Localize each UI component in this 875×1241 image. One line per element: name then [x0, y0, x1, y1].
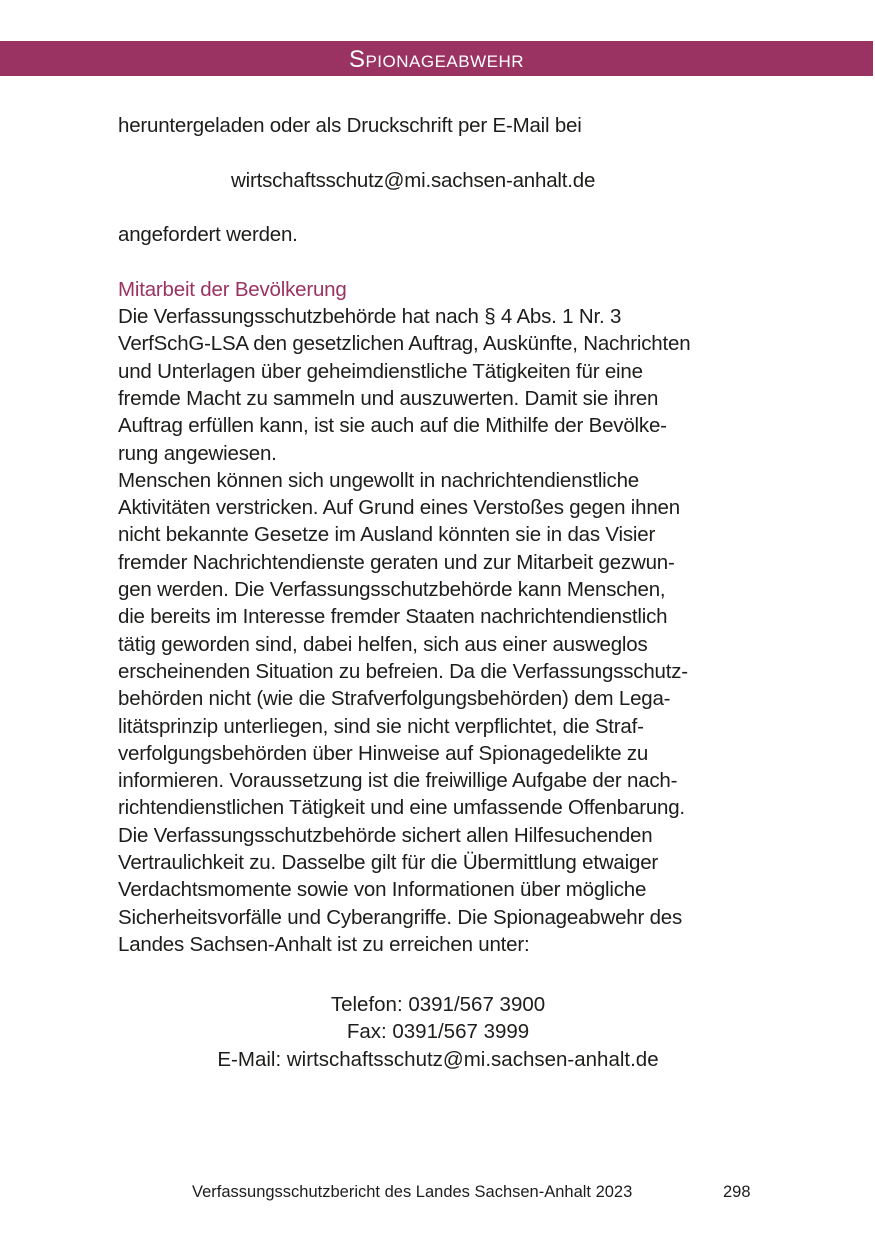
paragraph-line: Auftrag erfüllen kann, ist sie auch auf die Mithilfe der Bevölke-	[118, 414, 667, 438]
page-number: 298	[723, 1183, 751, 1201]
paragraph-line: gen werden. Die Verfassungsschutzbehörde kann Menschen,	[118, 578, 666, 602]
paragraph-line: Landes Sachsen-Anhalt ist zu erreichen unter:	[118, 932, 530, 956]
section-title: Spionageabwehr	[348, 46, 525, 73]
paragraph-line: Die Verfassungsschutzbehörde hat nach § 4 Abs. 1 Nr. 3	[118, 305, 622, 329]
intro-line: heruntergeladen oder als Druckschrift per E-Mail bei	[118, 114, 582, 137]
contact-email-link[interactable]: E-Mail: wirtschaftsschutz@mi.sachsen-anhalt.de	[217, 1047, 659, 1071]
paragraph-line: verfolgungsbehörden über Hinweise auf Spionagedelikte zu	[118, 741, 649, 765]
footer-title: Verfassungsschutzbericht des Landes Sachsen-Anhalt 2023	[192, 1183, 633, 1201]
paragraph-line: erscheinenden Situation zu befreien. Da die Verfassungsschutz-	[118, 659, 688, 683]
paragraph-line: Verdachtsmomente sowie von Informationen über mögliche	[118, 878, 647, 902]
paragraph-line: Vertraulichkeit zu. Dasselbe gilt für die Übermittlung etwaiger	[118, 851, 659, 875]
paragraph-line: fremder Nachrichtendienste geraten und zur Mitarbeit gezwun-	[118, 550, 675, 574]
paragraph-line: fremde Macht zu sammeln und auszuwerten. Damit sie ihren	[118, 386, 659, 410]
paragraph-line: die bereits im Interesse fremder Staaten nachrichtendienstlich	[118, 605, 668, 629]
section-header-bar	[0, 41, 873, 76]
paragraph-line: rung angewiesen.	[118, 441, 277, 465]
paragraph-line: informieren. Voraussetzung ist die freiwillige Aufgabe der nach-	[118, 769, 678, 793]
paragraph-line: litätsprinzip unterliegen, sind sie nicht verpflichtet, die Straf-	[118, 714, 644, 738]
paragraph-line: Die Verfassungsschutzbehörde sichert allen Hilfesuchenden	[118, 823, 653, 847]
intro-line: angefordert werden.	[118, 223, 298, 247]
spacer	[118, 194, 758, 221]
paragraph-line: VerfSchG-LSA den gesetzlichen Auftrag, Auskünfte, Nachrichten	[118, 332, 691, 356]
section-heading: Mitarbeit der Bevölkerung	[118, 277, 347, 301]
paragraph-line: richtendienstlichen Tätigkeit und eine umfassende Offenbarung.	[118, 796, 685, 820]
paragraph-line: behörden nicht (wie die Strafverfolgungsbehörden) dem Lega-	[118, 687, 671, 711]
paragraph-line: tätig geworden sind, dabei helfen, sich aus einer ausweglos	[118, 632, 648, 656]
paragraph-line: und Unterlagen über geheimdienstliche Tätigkeiten für eine	[118, 359, 643, 383]
contact-fax: Fax: 0391/567 3999	[346, 1020, 530, 1044]
paragraph-line: Sicherheitsvorfälle und Cyberangriffe. Die Spionageabwehr des	[118, 905, 683, 929]
body-text	[118, 112, 758, 958]
contact-phone: Telefon: 0391/567 3900	[330, 993, 546, 1016]
intro-email-link[interactable]: wirtschaftsschutz@mi.sachsen-anhalt.de	[231, 168, 596, 192]
spacer	[118, 248, 758, 275]
paragraph-line: Aktivitäten verstricken. Auf Grund eines Verstoßes gegen ihnen	[118, 496, 680, 520]
section-paragraph	[118, 303, 758, 958]
paragraph-line: Menschen können sich ungewollt in nachrichtendienstliche	[118, 468, 639, 492]
spacer	[118, 139, 758, 166]
paragraph-line: nicht bekannte Gesetze im Ausland könnten sie in das Visier	[118, 523, 656, 547]
contact-block	[118, 991, 758, 1073]
